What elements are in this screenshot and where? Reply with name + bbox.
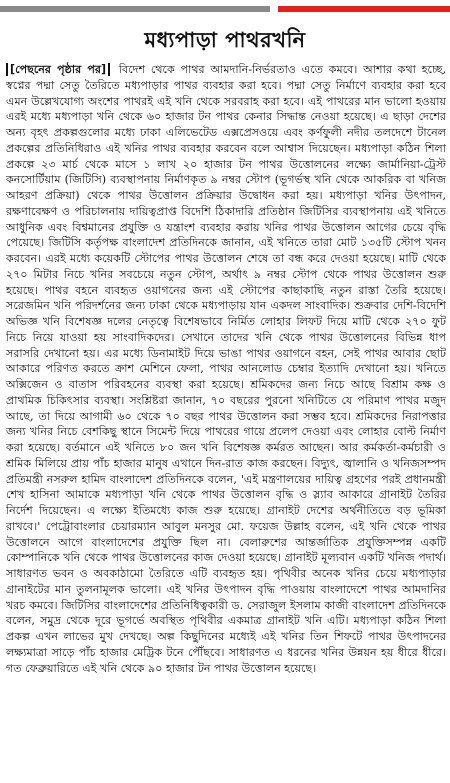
header-rule-red-segment	[278, 6, 450, 12]
header-rule	[0, 6, 450, 12]
article-text: বিদেশ থেকে পাথর আমদানি-নির্ভরতাও এতে কমবে। আশার কথা হচ্ছে, স্বপ্নের পদ্মা সেতু তৈরিতে মধ্যপাড়ার পাথর ব্যবহার করা হবে। পদ্মা সেতু নির্মাণে ব্যবহার করা হবে এমন উল্লেখযোগ্য অংশের পাথরই এই খনি থেকে সরবরাহ করা হবে। এই পাথরের মান ভালো হওয়ায় এরই মধ্যে মধ্যপাড়া খনি থেকে ৬০ হাজার টন পাথর কেনার সিদ্ধান্ত নেওয়া হয়েছে। এ ছাড়া দেশের অন্য বৃহৎ প্রকল্পগুলোর মধ্যে ঢাকা এলিভেটেড এক্সপ্রেসওয়ে এবং কর্ণফুলী নদীর তলদেশে টানেল প্রকল্পের প্রতিনিধিরাও এই খনির পাথর ব্যবহার করবেন বলে আশ্বাস দিয়েছেন। মধ্যপাড়া কঠিন শিলা প্রকল্পে ২৩ মার্চ থেকে মাসে ১ লাখ ২০ হাজার টন পাথর উত্তোলনের লক্ষ্যে জার্মানিয়া-ট্রেস্ট কনসোর্টিয়াম (জিটিসি) ব্যবস্থাপনায় নির্মাণকৃত ৯ নম্বর স্টোপ (ভূগর্ভস্থ খনি থেকে আকরিক বা খনিজ আহরণ প্রক্রিয়া) থেকে পাথর উত্তোলন প্রক্রিয়ার উদ্বোধন করা হয়। মধ্যপাড়া খনির উৎপাদন, রক্ষণাবেক্ষণ ও পরিচালনায় দায়িত্বপ্রাপ্ত বিদেশি ঠিকাদারি প্রতিষ্ঠান জিটিসির ব্যবস্থাপনায় এই খনিতে আধুনিক এবং বিশ্বমানের প্রযুক্তি ও যন্ত্রাংশ ব্যবহার করায় খনির পাথর উত্তোলন আগের চেয়ে বৃদ্ধি পেয়েছে। জিটিসি কর্তৃপক্ষ বাংলাদেশ প্রতিদিনকে জানান, এই খনিতে তারা মোট ১৩৫টি স্টোপ খনন করবেন। এরই মধ্যে কয়েকটি স্টোপের পাথর উত্তোলন শেষে তা বন্ধ করে দেওয়া হয়েছে। মাটি থেকে ২৭০ মিটার নিচে খনির সবচেয়ে নতুন স্টোপ, অর্থাৎ ৯ নম্বর স্টোপ থেকে পাথর উত্তোলন শুরু হয়েছে। পাথর বহনে ব্যবহৃত ওয়াগনের জন্য এই স্টোপের কাছাকাছি নতুন রাস্তা তৈরি হয়েছে। সরেজমিন খনি পরিদর্শনের জন্য ঢাকা থেকে মধ্যপাড়ায় যান একদল সাংবাদিক। শুক্রবার দেশি-বিদেশি অভিজ্ঞ খনি বিশেষজ্ঞ দলের নেতৃত্বে বিশেষভাবে নির্মিত লোহার লিফট দিয়ে মাটি থেকে ২৭০ ফুট নিচে নিয়ে যাওয়া হয় সাংবাদিকদের। সেখানে তাদের খনি থেকে পাথর উত্তোলনের বিভিন্ন ধাপ সরাসরি দেখানো হয়। এর মধ্যে ডিনামাইট দিয়ে ভাঙা পাথর ওয়াগনে বহন, সেই পাথর আবার ছোট আকারে পরিণত করতে ক্রাশ মেশিনে ফেলা, পাথর আনলোড চেম্বার ইত্যাদি দেখানো হয়। খনিতে অক্সিজেন ও বাতাস পরিবহনের ব্যবস্থা করা হয়েছে। শ্রমিকদের জন্য নিচে আছে বিশ্রাম কক্ষ ও প্রাথমিক চিকিৎসার ব্যবস্থা। সংশ্লিষ্টরা জানান, ৭০ বছরের পুরনো খনিটিতে যে পরিমাণ পাথর মজুদ আছে, তা দিয়ে আগামী ৬০ থেকে ৭০ বছর পাথর উত্তোলন করা সম্ভব হবে। শ্রমিকদের নিরাপত্তার জন্য খনির নিচে বেশকিছু স্থানে সিমেন্ট দিয়ে পাথরের গায়ে প্রলেপ দেওয়া এবং লোহার বোল্ট নির্মাণ করা হয়েছে। বর্তমানে এই খনিতে ৮০ জন খনি বিশেষজ্ঞ কর্মরত আছেন। আর কর্মকর্তা-কর্মচারী ও শ্রমিক মিলিয়ে প্রায় পাঁচ হাজার মানুষ এখানে দিন-রাত কাজ করছেন। বিদ্যুৎ, জ্বালানি ও খনিজসম্পদ প্রতিমন্ত্রী নসরুল হামিদ বাংলাদেশ প্রতিদিনকে বলেন, 'এই মন্ত্রণালয়ের দায়িত্ব গ্রহণের পরই প্রধানমন্ত্রী শেখ হাসিনা আমাকে মধ্যপাড়া খনি থেকে পাথর উত্তোলন বৃদ্ধি ও স্ল্যাব আকারে গ্রানাইট তৈরির নির্দেশ দিয়েছেন। এ লক্ষ্যে ইতিমধ্যে কাজ শুরু হয়েছে। গ্রানাইট দেশের অর্থনীতিতে বড় ভূমিকা রাখবে।' পেট্রোবাংলার চেয়ারম্যান আবুল মনসুর মো. ফয়েজ উল্লাহ বলেন, এই খনি থেকে পাথর উত্তোলনে আগে বাংলাদেশের প্রযুক্তি ছিল না। বেলারুশের আন্তর্জাতিক প্রযুক্তিসম্পন্ন একটি কোম্পানিকে খনি থেকে পাথর উত্তোলনের কাজ দেওয়া হয়েছে। গ্রানাইট মূল্যবান একটি খনিজ পদার্থ। সাধারণত ভবন ও অবকাঠামো তৈরিতে এটি ব্যবহৃত হয়। পৃথিবীর অনেক খনির চেয়ে মধ্যপাড়ার গ্রানাইটের মান তুলনামূলক ভালো। এই খনির উৎপাদন বৃদ্ধি পাওয়ায় বাংলাদেশে পাথর আমদানির খরচ কমবে। জিটিসির বাংলাদেশের প্রতিনিধিত্বকারী ড. সেরাজুল ইসলাম কাজী বাংলাদেশ প্রতিদিনকে বলেন, সমুদ্র থেকে দূরে ভূগর্ভে অবস্থিত পৃথিবীর একমাত্র গ্রানাইট খনি এটি। মধ্যপাড়া কঠিন শিলা প্রকল্প এখন লাভের মুখ দেখছে। অল্প কিছুদিনের মধ্যেই এই খনির তিন শিফটে পাথর উৎপাদনের লক্ষ্যমাত্রা সাড়ে পাঁচ হাজার মেট্রিক টনে পৌঁছবে। সাধারণত এ ধরনের খনির উন্নয়ন হয় ধীরে ধীরে। গত ফেব্রুয়ারিতে এই খনি থেকে ৯০ হাজার টন পাথর উত্তোলন হয়েছে।	[6, 63, 446, 675]
article-headline: মধ্যপাড়া পাথরখনি	[144, 28, 306, 52]
article-body	[6, 62, 446, 780]
header-rule-grey-segment	[0, 6, 270, 12]
continued-from-kicker: [পেছনের পৃষ্ঠার পর]	[6, 63, 110, 76]
header-rule-gap	[270, 6, 278, 12]
